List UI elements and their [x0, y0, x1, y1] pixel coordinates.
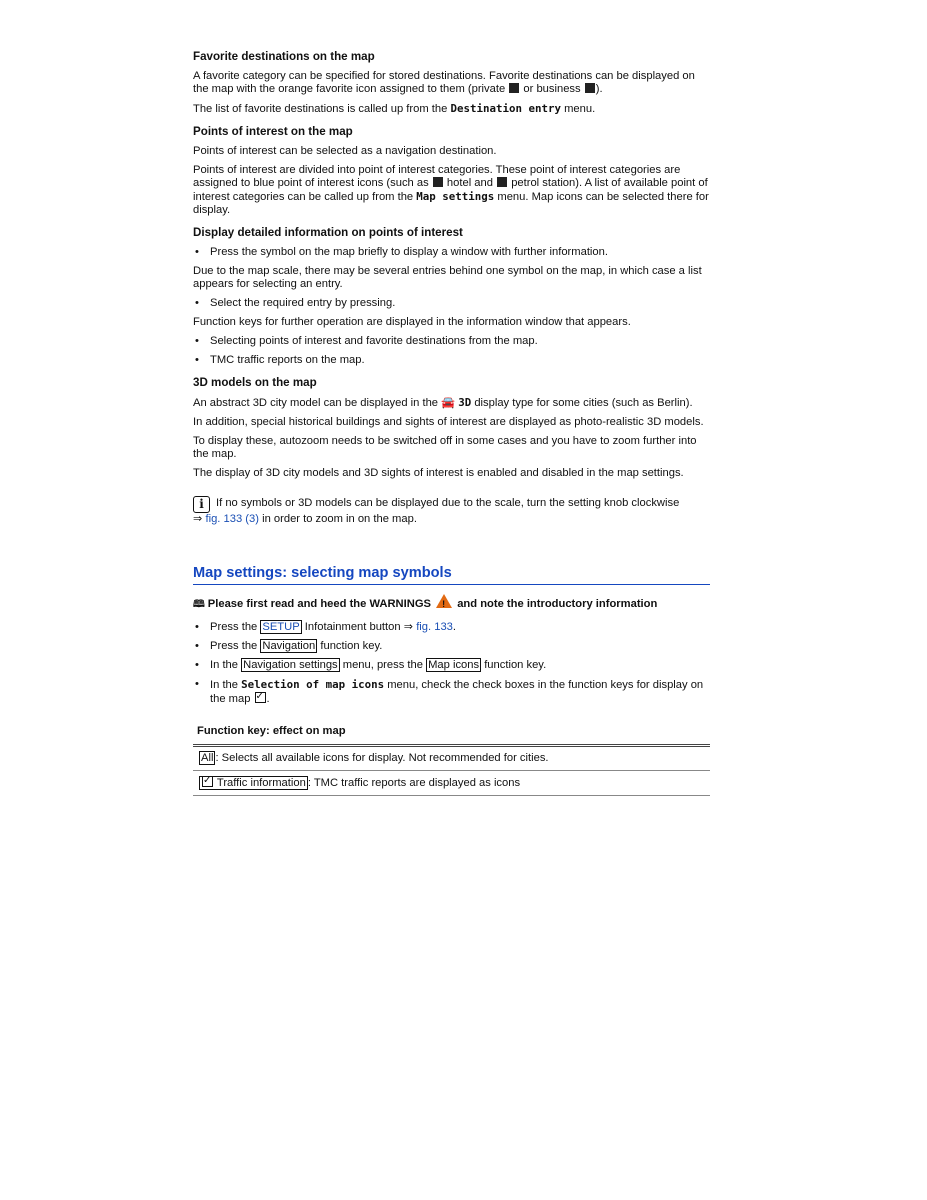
- steps-list: [193, 621, 710, 706]
- traffic-information-key[interactable]: ✓ Traffic information: [199, 776, 308, 790]
- list-item: • Press the SETUP Infotainment button ⇒ fig. 133.: [193, 621, 710, 634]
- paragraph: Due to the map scale, there may be several entries behind one symbol on the map, in which case a list appears for selecting an entry.: [193, 265, 702, 290]
- info-icon: i: [193, 496, 210, 513]
- menu-name: Map settings: [416, 190, 495, 203]
- section-poi-details: [193, 226, 710, 367]
- paragraph: In addition, special historical buildings and sights of interest are displayed as photo-realistic 3D models.: [193, 416, 704, 428]
- list-item: • Selecting points of interest and favorite destinations from the map.: [193, 335, 710, 348]
- figure-link[interactable]: fig. 133: [416, 621, 453, 633]
- all-key[interactable]: All: [201, 752, 214, 764]
- table-row: All : Selects all available icons for display. Not recommended for cities.: [193, 747, 710, 771]
- warning-icon: !: [436, 594, 452, 608]
- checkbox-icon: [255, 692, 266, 703]
- hotel-icon: [433, 177, 443, 187]
- list-item: • Press the symbol on the map briefly to display a window with further information.: [193, 246, 710, 259]
- paragraph: To display these, autozoom needs to be switched off in some cases and you have to zoom further into the map.: [193, 435, 697, 460]
- petrol-station-icon: [497, 177, 507, 187]
- warning-line: 🕮 Please first read and heed the WARNINGS ! and note the introductory information: [193, 594, 710, 612]
- info-note: i If no symbols or 3D models can be displayed due to the scale, turn the setting knob clockwise ⇒ fig. 133 (3) in order to zoom in on the map.: [193, 497, 680, 525]
- paragraph: A favorite category can be specified for stored destinations. Favorite destinations can be displayed on the map with the orange favorite icon assigned to them (private or business ).: [193, 70, 695, 95]
- section-title: Points of interest on the map: [193, 125, 353, 138]
- list-item: • Press the Navigation function key.: [193, 640, 710, 653]
- list-item: • In the Navigation settings menu, press the Map icons function key.: [193, 659, 710, 672]
- page-title: Map settings: selecting map symbols: [193, 564, 710, 585]
- section-poi: [193, 125, 710, 217]
- paragraph: The list of favorite destinations is called up from the Destination entry menu.: [193, 102, 596, 115]
- section-title: 3D models on the map: [193, 376, 317, 389]
- list-item: • In the Selection of map icons menu, check the check boxes in the function keys for display on the map ✓ .: [193, 678, 710, 706]
- menu-name: Destination entry: [450, 102, 561, 115]
- table-row: ✓ Traffic information : TMC traffic reports are displayed as icons: [193, 771, 710, 796]
- page-content: [193, 50, 710, 796]
- paragraph: Points of interest can be selected as a navigation destination.: [193, 145, 497, 157]
- figure-link[interactable]: fig. 133 (3): [205, 513, 259, 525]
- table-title: Function key: effect on map: [197, 725, 346, 737]
- private-favorite-icon: [509, 83, 519, 93]
- business-favorite-icon: [585, 83, 595, 93]
- section-title: Favorite destinations on the map: [193, 50, 375, 63]
- paragraph: Function keys for further operation are displayed in the information window that appears.: [193, 316, 631, 328]
- setup-button[interactable]: SETUP: [262, 621, 300, 633]
- list-item: • Select the required entry by pressing.: [193, 297, 710, 310]
- paragraph: An abstract 3D city model can be displayed in the 🚘 3D display type for some cities (such as Berlin).: [193, 396, 693, 409]
- section-title: Display detailed information on points of interest: [193, 226, 463, 239]
- navigation-settings-key[interactable]: Navigation settings: [243, 659, 338, 671]
- bullet-list: [193, 335, 710, 367]
- section-3d-models: [193, 376, 710, 480]
- function-key-table: [193, 744, 710, 796]
- bullet-list: [193, 297, 710, 310]
- map-icons-key[interactable]: Map icons: [428, 659, 480, 671]
- menu-name: Selection of map icons: [241, 678, 385, 691]
- section-favorites: [193, 50, 710, 116]
- book-icon: 🕮: [193, 599, 205, 610]
- paragraph: Points of interest are divided into point of interest categories. These point of interest categories are assigned to blue point of interest icons (such as hotel and petrol station). A list of available point of interest categories can be called up from the Map settings menu. Map icons can be selected there for display.: [193, 164, 709, 216]
- bullet-list: [193, 246, 710, 259]
- paragraph: The display of 3D city models and 3D sights of interest is enabled and disabled in the map settings.: [193, 467, 684, 479]
- list-item: • TMC traffic reports on the map.: [193, 354, 710, 367]
- checkbox-icon: [202, 776, 213, 787]
- car-3d-icon: 🚘: [441, 397, 456, 409]
- navigation-key[interactable]: Navigation: [262, 640, 316, 652]
- display-type: 3D: [458, 396, 472, 409]
